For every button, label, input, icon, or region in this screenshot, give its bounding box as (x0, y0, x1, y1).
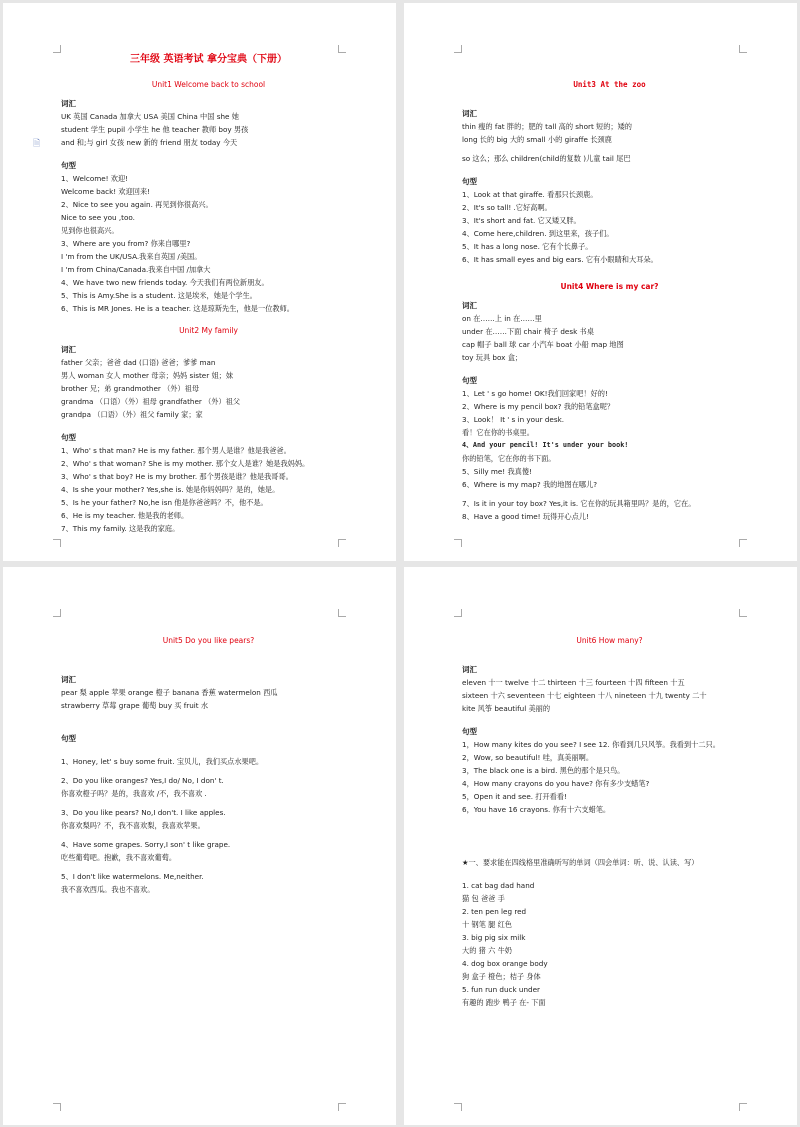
word-group-zh: 大的 猪 六 牛奶 (462, 946, 512, 955)
vocab-line: strawberry 草莓 grape 葡萄 buy 买 fruit 水 (61, 701, 209, 710)
vocab-line: and 和;与 girl 女孩 new 新的 friend 朋友 today 今天 (61, 138, 238, 147)
sentence-line: 你喜欢橙子吗？是的，我喜欢 /不，我不喜欢 . (61, 789, 207, 798)
crop-mark (454, 1103, 462, 1111)
vocab-line: so 这么；那么 children(child的复数 )儿童 tail 尾巴 (462, 154, 631, 163)
unit5-heading: Unit5 Do you like pears? (162, 636, 255, 645)
sentence-line: 3、Look！ It ' s in your desk. (462, 415, 565, 424)
sentence-line: 5、Is he your father? No,he isn 他是你爸爸吗？不，他不是。 (61, 498, 268, 507)
sentence-line: 4、Have some grapes. Sorry,I son' t like grape. (61, 840, 231, 849)
sentence-line: 2、Nice to see you again. 再见到你很高兴。 (61, 200, 213, 209)
vocab-label: 词汇 (462, 301, 477, 310)
sentence-line: 6、This is MR Jones. He is a teacher. 这是琼斯先生，他是一位教师。 (61, 304, 294, 313)
document-page-1 (3, 3, 396, 561)
sentence-line: 6、It has small eyes and big ears. 它有小眼睛和大耳朵。 (462, 255, 658, 264)
sentence-line: I 'm from the UK/USA.我来自英国 /美国。 (61, 252, 202, 261)
vocab-line: long 长的 big 大的 small 小的 giraffe 长颈鹿 (462, 135, 612, 144)
word-group-zh: 猫 包 爸爸 手 (462, 894, 505, 903)
vocab-line: grandpa （口语）（外）祖父 family 家；家 (61, 410, 203, 419)
document-page-4 (404, 567, 797, 1125)
crop-mark (338, 609, 346, 617)
vocab-label: 词汇 (462, 109, 477, 118)
crop-mark (739, 45, 747, 53)
words-heading: ★一、要求能在四线格里准确听写的单词（四会单词：听、说、认读、写） (462, 858, 699, 867)
crop-mark (739, 609, 747, 617)
sentence-label: 句型 (61, 734, 76, 743)
sentence-line: 4、And your pencil! It's under your book! (462, 441, 629, 449)
crop-mark (53, 609, 61, 617)
sentence-line: 6、He is my teacher. 他是我的老师。 (61, 511, 189, 520)
word-group-zh: 十 钢笔 腿 红色 (462, 920, 512, 929)
sentence-line: 4，How many crayons do you have? 你有多少支蜡笔? (462, 779, 650, 788)
sentence-line: 4、We have two new friends today. 今天我们有两位新朋友。 (61, 278, 269, 287)
word-group-en: 5. fun run duck under (462, 985, 540, 994)
sentence-line: 3，The black one is a bird. 黑色的那个是只鸟。 (462, 766, 625, 775)
sentence-line: 8、Have a good time! 玩得开心点儿! (462, 512, 589, 521)
unit6-heading: Unit6 How many? (576, 636, 643, 645)
sentence-line: Welcome back! 欢迎回来! (61, 187, 151, 196)
sentence-line: 2、Who' s that woman? She is my mother. 那个女人是谁？她是我妈妈。 (61, 459, 310, 468)
crop-mark (454, 539, 462, 547)
word-group-zh: 有趣的 跑步 鸭子 在- 下面 (462, 998, 546, 1007)
sentence-line: 6、Where is my map? 我的地图在哪儿? (462, 480, 598, 489)
sentence-line: 1、Honey, let' s buy some fruit. 宝贝儿，我们买点水果吧。 (61, 757, 264, 766)
sentence-label: 句型 (462, 177, 477, 186)
unit1-heading: Unit1 Welcome back to school (151, 80, 266, 89)
word-group-en: 4. dog box orange body (462, 959, 548, 968)
document-title: 三年级 英语考试 拿分宝典（下册） (130, 54, 287, 65)
sentence-line: Nice to see you ,too. (61, 213, 135, 222)
document-page-3 (3, 567, 396, 1125)
crop-mark (739, 539, 747, 547)
sentence-line: 你喜欢梨吗？不，我不喜欢梨，我喜欢苹果。 (61, 821, 205, 830)
vocab-label: 词汇 (61, 675, 76, 684)
sentence-line: 见到你也很高兴。 (61, 226, 119, 235)
crop-mark (53, 45, 61, 53)
vocab-line: thin 瘦的 fat 胖的；肥的 tall 高的 short 短的；矮的 (462, 122, 632, 131)
sentence-line: 吃些葡萄吧。抱歉，我不喜欢葡萄。 (61, 853, 177, 862)
sentence-line: 3、Where are you from? 你来自哪里? (61, 239, 191, 248)
document-page-2 (404, 3, 797, 561)
sentence-line: 5、This is Amy.She is a student. 这是埃米，她是个学生。 (61, 291, 257, 300)
sentence-label: 句型 (61, 161, 76, 170)
unit3-heading: Unit3 At the zoo (573, 80, 646, 89)
word-group-en: 2. ten pen leg red (462, 907, 527, 916)
sentence-line: 1、Welcome! 欢迎! (61, 174, 129, 183)
sentence-line: 3、It's short and fat. 它又矮又胖。 (462, 216, 581, 225)
sentence-line: 5、Silly me! 我真傻! (462, 467, 532, 476)
sentence-line: 1，How many kites do you see? I see 12. 你看到几只风筝。我看到十二只。 (462, 740, 720, 749)
sentence-line: 我不喜欢西瓜。我也不喜欢。 (61, 885, 155, 894)
sentence-line: 3、Who' s that boy? He is my brother. 那个男孩是谁？他是我哥哥。 (61, 472, 293, 481)
sentence-line: 5、It has a long nose. 它有个长鼻子。 (462, 242, 593, 251)
crop-mark (739, 1103, 747, 1111)
vocab-line: brother 兄；弟 grandmother （外）祖母 (61, 384, 200, 393)
vocab-line: 男人 woman 女人 mother 母亲；妈妈 sister 姐；妹 (61, 371, 234, 380)
crop-mark (338, 1103, 346, 1111)
word-group-en: 3. big pig six milk (462, 933, 526, 942)
vocab-line: kite 风筝 beautiful 美丽的 (462, 704, 551, 713)
vocab-label: 词汇 (462, 665, 477, 674)
sentence-label: 句型 (462, 376, 477, 385)
sentence-line: 2、Do you like oranges? Yes,I do/ No, I don' t. (61, 776, 224, 785)
sentence-line: 5、I don't like watermelons. Me,neither. (61, 872, 204, 881)
crop-mark (53, 1103, 61, 1111)
vocab-line: father 父亲；爸爸 dad (口语) 爸爸；爹爹 man (61, 358, 216, 367)
crop-mark (454, 609, 462, 617)
sentence-line: 4、Is she your mother? Yes,she is. 她是你妈妈吗？是的，她是。 (61, 485, 280, 494)
vocab-line: UK 英国 Canada 加拿大 USA 美国 China 中国 she 她 (61, 112, 239, 121)
word-group-en: 1. cat bag dad hand (462, 881, 535, 890)
vocab-line: sixteen 十六 seventeen 十七 eighteen 十八 nineteen 十九 twenty 二十 (462, 691, 707, 700)
vocab-line: grandma （口语）（外）祖母 grandfather （外）祖父 (61, 397, 241, 406)
unit2-heading: Unit2 My family (179, 326, 238, 335)
vocab-line: toy 玩具 box 盒； (462, 353, 523, 362)
word-group-zh: 狗 盒子 橙色；桔子 身体 (462, 972, 541, 981)
sentence-label: 句型 (462, 727, 477, 736)
unit4-heading: Unit4 Where is my car? (560, 282, 659, 291)
sentence-line: 7、This my family. 这是我的家庭。 (61, 524, 180, 533)
sentence-line: 看！它在你的书桌里。 (462, 428, 534, 437)
document-icon[interactable]: 🗎 (33, 139, 41, 149)
vocab-line: under 在……下面 chair 椅子 desk 书桌 (462, 327, 594, 336)
vocab-label: 词汇 (61, 99, 76, 108)
sentence-line: 1、Who' s that man? He is my father. 那个男人是谁？他是我爸爸。 (61, 446, 291, 455)
vocab-line: on 在……上 in 在……里 (462, 314, 542, 323)
sentence-line: I 'm from China/Canada.我来自中国 /加拿大 (61, 265, 211, 274)
crop-mark (454, 45, 462, 53)
sentence-line: 4、Come here,children. 到这里来，孩子们。 (462, 229, 614, 238)
crop-mark (53, 539, 61, 547)
sentence-line: 2，Wow, so beautiful! 哇，真美丽啊。 (462, 753, 594, 762)
vocab-line: cap 帽子 ball 球 car 小汽车 boat 小船 map 地图 (462, 340, 624, 349)
sentence-line: 6，You have 16 crayons. 你有十六支蜡笔。 (462, 805, 611, 814)
sentence-label: 句型 (61, 433, 76, 442)
sentence-line: 2、It's so tall! .它好高啊。 (462, 203, 552, 212)
crop-mark (338, 539, 346, 547)
crop-mark (338, 45, 346, 53)
vocab-line: student 学生 pupil 小学生 he 他 teacher 教师 boy 男孩 (61, 125, 249, 134)
sentence-line: 2、Where is my pencil box? 我的铅笔盒呢？ (462, 402, 615, 411)
sentence-line: 5，Open it and see. 打开看看! (462, 792, 567, 801)
vocab-label: 词汇 (61, 345, 76, 354)
sentence-line: 你的铅笔，它在你的书下面。 (462, 454, 556, 463)
vocab-line: pear 梨 apple 苹果 orange 橙子 banana 香蕉 watermelon 西瓜 (61, 688, 278, 697)
vocab-line: eleven 十一 twelve 十二 thirteen 十三 fourteen 十四 fifteen 十五 (462, 678, 685, 687)
sentence-line: 3、Do you like pears? No,I don't. I like apples. (61, 808, 226, 817)
sentence-line: 7、Is it in your toy box? Yes,it is. 它在你的玩具箱里吗？是的，它在。 (462, 499, 696, 508)
sentence-line: 1、Let ' s go home! OK!我们回家吧！好的! (462, 389, 608, 398)
sentence-line: 1、Look at that giraffe. 看那只长颈鹿。 (462, 190, 598, 199)
